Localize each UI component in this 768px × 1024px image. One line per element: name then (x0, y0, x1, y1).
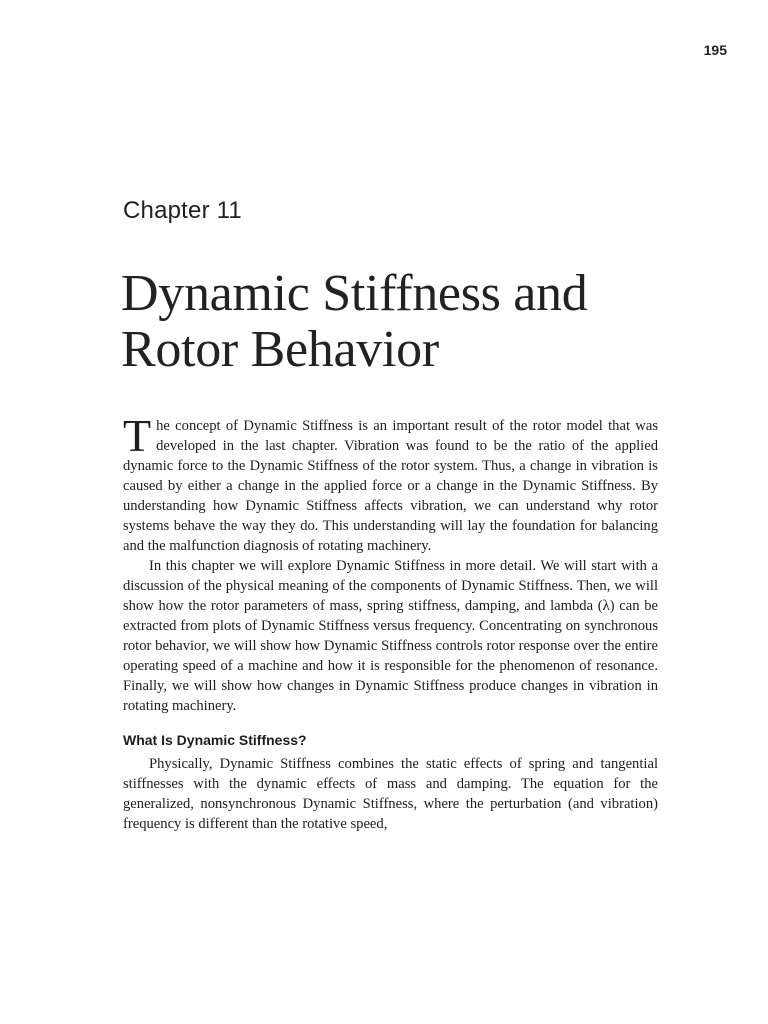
chapter-title (121, 266, 681, 378)
intro-paragraph-1 (123, 410, 658, 556)
drop-cap: T (123, 410, 152, 461)
chapter-title-line-2: Rotor Behavior (121, 321, 439, 378)
intro-paragraph-1-text: he concept of Dynamic Stiffness is an important result of the rotor model that was developed in the last chapter. Vibration was found to be the ratio of the applied dynamic force to the Dynamic Stiffness of the rotor system. Thus, a change in vibration is caused by either a change in the applied force or a change in the Dynamic Stiffness. By understanding how Dynamic Stiffness affects vibration, we can understand why rotor systems behave the way they do. This understanding will lay the foundation for balancing and the malfunction diagnosis of rotating machinery. (123, 418, 658, 554)
intro-paragraph-2: In this chapter we will explore Dynamic Stiffness in more detail. We will start with a discussion of the physical meaning of the components of Dynamic Stiffness. Then, we will show how the rotor parameters of mass, spring stiffness, damping, and lambda (λ) can be extracted from plots of Dynamic Stiffness versus frequency. Concentrating on synchronous rotor behavior, we will show how Dynamic Stiffness controls rotor response over the entire operating speed of a machine and how it is responsible for the phenomenon of resonance. Finally, we will show how changes in Dynamic Stiffness produce changes in vibration in rotating machinery. (123, 558, 658, 714)
body-text (123, 410, 658, 834)
chapter-title-line-1: Dynamic Stiffness and (121, 265, 588, 322)
chapter-label: Chapter 11 (123, 197, 242, 224)
section-heading: What Is Dynamic Stiffness? (123, 732, 307, 748)
section-paragraph-1: Physically, Dynamic Stiffness combines the static effects of spring and tangential stiffnesses with the dynamic effects of mass and damping. The equation for the generalized, nonsynchronous Dynamic Stiffness, where the perturbation (and vibration) frequency is different than the rotative speed, (123, 756, 658, 832)
page-number: 195 (703, 42, 727, 58)
